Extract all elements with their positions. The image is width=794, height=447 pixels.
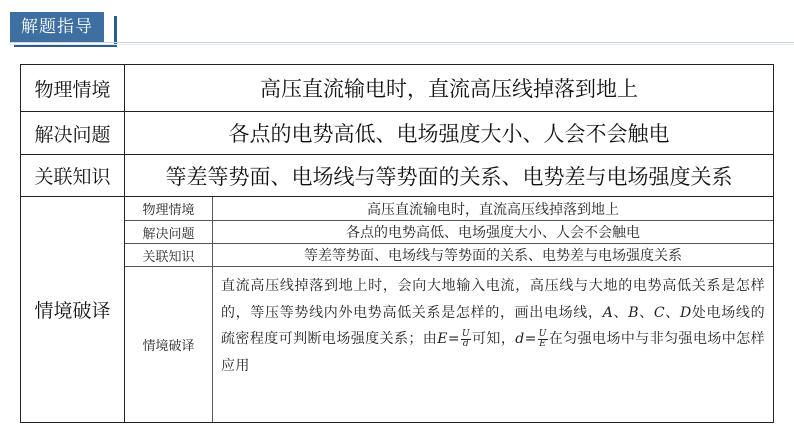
table-row-physics-scenario — [21, 65, 773, 112]
nested-row — [125, 197, 773, 221]
nested-row — [125, 221, 773, 244]
row-label: 解决问题 — [21, 112, 125, 154]
nested-row-detail — [125, 267, 773, 422]
row-label: 情境破译 — [21, 197, 125, 422]
nested-row-label: 解决问题 — [125, 221, 213, 243]
header-divider — [10, 42, 794, 43]
separator: 、 — [665, 304, 680, 321]
nested-row-value: 等差等势面、电场线与等势面的关系、电势差与电场强度关系 — [304, 248, 682, 264]
formula-equals: = — [447, 331, 460, 347]
nested-row-label: 物理情境 — [125, 197, 213, 220]
separator: 、 — [638, 304, 654, 321]
detail-text: 在匀强电场中与非匀强电场中怎样应用 — [221, 331, 766, 374]
nested-row-value: 高压直流输电时，直流高压线掉落到地上 — [367, 201, 619, 218]
point-label: B — [628, 304, 639, 321]
analysis-table — [20, 64, 774, 423]
detail-text: 直流高压线掉落到地上时，会向大地输入电流，高压线与大地的电势高低关系是怎样的，等压等势线内外电势高低关系是怎样的，画出电场线， — [221, 278, 765, 321]
nested-row-value: 各点的电势高低、电场强度大小、人会不会触电 — [346, 225, 640, 241]
point-label: D — [679, 304, 692, 321]
detail-text: 处电场线的疏密程度可判断电场强度关系；由 — [221, 304, 765, 347]
nested-row-label: 情境破译 — [125, 267, 213, 422]
header-tag: 解题指导 — [10, 12, 104, 42]
fraction-denominator: E — [539, 338, 547, 349]
row-value: 高压直流输电时，直流高压线掉落到地上 — [260, 77, 638, 101]
separator: 、 — [613, 304, 629, 321]
table-row-breakdown — [21, 197, 773, 422]
formula-variable: d — [515, 331, 525, 347]
point-label: C — [653, 304, 665, 321]
row-label: 关联知识 — [21, 155, 125, 196]
fraction-u-over-d — [461, 330, 471, 349]
nested-table — [125, 197, 773, 422]
table-row-problem — [21, 112, 773, 155]
row-value: 等差等势面、电场线与等势面的关系、电势差与电场强度关系 — [165, 164, 733, 189]
table-row-knowledge — [21, 155, 773, 197]
row-value: 各点的电势高低、电场强度大小、人会不会触电 — [228, 122, 670, 146]
fraction-numerator: U — [538, 328, 547, 339]
formula-equals: = — [524, 331, 537, 347]
fraction-numerator: U — [462, 328, 470, 339]
point-label: A — [602, 304, 614, 321]
detail-paragraph — [213, 267, 773, 422]
fraction-u-over-e — [538, 330, 548, 349]
row-label: 物理情境 — [21, 65, 125, 111]
detail-text: 可知， — [472, 331, 516, 347]
nested-row-label: 关联知识 — [125, 244, 213, 266]
nested-row — [125, 244, 773, 267]
fraction-denominator: d — [462, 338, 470, 349]
formula-variable: E — [437, 331, 448, 347]
header-divider-secondary — [10, 44, 794, 45]
